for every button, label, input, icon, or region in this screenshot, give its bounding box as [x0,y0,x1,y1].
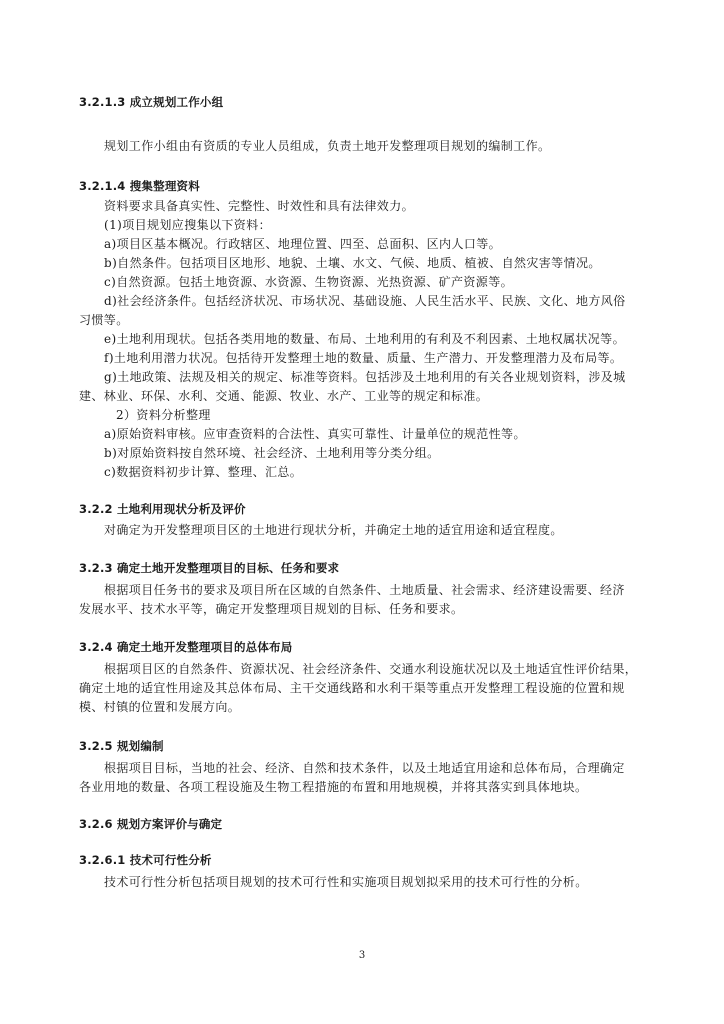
paragraph-line: 根据项目任务书的要求及项目所在区域的自然条件、土地质量、社会需求、经济建设需要、经济 [104,583,625,597]
list-item: b)自然条件。包括项目区地形、地貌、土壤、水文、气候、地质、植被、自然灾害等情况。 [104,256,601,270]
paragraph-line: (1)项目规划应搜集以下资料： [104,218,271,232]
section-heading-3-2-1-3: 3.2.1.3 成立规划工作小组 [79,95,224,109]
paragraph-line: 技术可行性分析包括项目规划的技术可行性和实施项目规划拟采用的技术可行性的分析。 [104,875,588,889]
list-item: e)土地利用现状。包括各类用地的数量、布局、土地利用的有利及不利因素、土地权属状况等。 [104,332,625,346]
page-number: 3 [358,950,366,961]
list-item: g)土地政策、法规及相关的规定、标准等资料。包括涉及土地利用的有关各业规划资料，涉及城 [104,370,626,384]
section-heading-3-2-2: 3.2.2 土地利用现状分析及评价 [79,502,246,516]
section-heading-3-2-5: 3.2.5 规划编制 [79,739,164,753]
section-heading-3-2-1-4: 3.2.1.4 搜集整理资料 [79,179,200,193]
list-item-continuation: 习惯等。 [79,313,129,327]
section-heading-3-2-4: 3.2.4 确定土地开发整理项目的总体布局 [79,640,293,654]
paragraph-line: 确定土地的适宜性用途及其总体布局、主干交通线路和水利干渠等重点开发整理工程设施的位置和规 [79,681,625,695]
paragraph-line: 各业用地的数量、各项工程设施及生物工程措施的布置和用地规模，并将其落实到具体地块。 [79,780,588,794]
paragraph-line: 根据项目区的自然条件、资源状况、社会经济条件、交通水利设施状况以及土地适宜性评价结果， [104,662,638,676]
section-heading-3-2-6-1: 3.2.6.1 技术可行性分析 [79,853,212,867]
paragraph-line: 资料要求具备真实性、完整性、时效性和具有法律效力。 [104,199,415,213]
list-item: c)自然资源。包括土地资源、水资源、生物资源、光热资源、矿产资源等。 [104,275,514,289]
paragraph-line: 根据项目目标，当地的社会、经济、自然和技术条件，以及土地适宜用途和总体布局，合理确定 [104,761,625,775]
list-item: c)数据资料初步计算、整理、汇总。 [104,465,303,479]
paragraph-line: 模、村镇的位置和发展方向。 [79,700,241,714]
list-item: f)土地利用潜力状况。包括待开发整理土地的数量、质量、生产潜力、开发整理潜力及布局等。 [104,351,623,365]
list-item-continuation: 建、林业、环保、水利、交通、能源、牧业、水产、工业等的规定和标准。 [79,389,489,403]
list-item: a)原始资料审核。应审查资料的合法性、真实可靠性、计量单位的规范性等。 [104,427,526,441]
section-heading-3-2-6: 3.2.6 规划方案评价与确定 [79,817,223,831]
list-item: d)社会经济条件。包括经济状况、市场状况、基础设施、人民生活水平、民族、文化、地方风俗 [104,294,626,308]
paragraph-line: 规划工作小组由有资质的专业人员组成，负责土地开发整理项目规划的编制工作。 [104,139,551,153]
list-item: a)项目区基本概况。行政辖区、地理位置、四至、总面积、区内人口等。 [104,237,502,251]
paragraph-line: 发展水平、技术水平等，确定开发整理项目规划的目标、任务和要求。 [79,602,464,616]
section-heading-3-2-3: 3.2.3 确定土地开发整理项目的目标、任务和要求 [79,561,340,575]
subsection-label: 2）资料分析整理 [116,408,211,422]
paragraph-line: 对确定为开发整理项目区的土地进行现状分析，并确定土地的适宜用途和适宜程度。 [104,523,563,537]
list-item: b)对原始资料按自然环境、社会经济、土地利用等分类分组。 [104,446,440,460]
